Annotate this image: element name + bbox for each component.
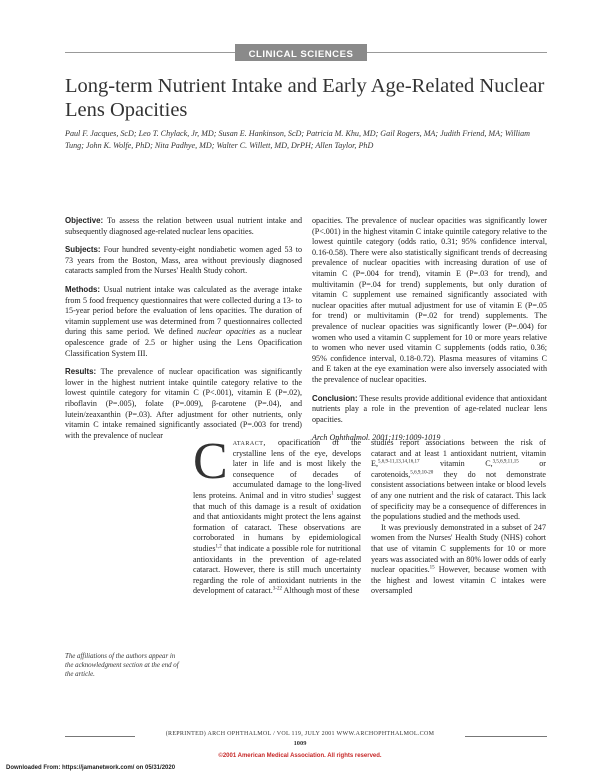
abstract-results	[65, 367, 302, 441]
subjects-text: Four hundred seventy-eight nondiabetic women aged 53 to 73 years from the Boston, Mass, area without previously diagnosed cataracts sampled from the Nurses' Health Study cohort.	[65, 245, 302, 276]
body-text: It was previously demonstrated in a subset of 247 women from the Nurses' Health Study (NHS) cohort that use of vitamin C supplements for 10 or more years was associated with an 80% lower odds of early nuclear opacities.	[371, 522, 546, 575]
reference-superscript: 15	[429, 565, 435, 571]
abstract-results-continued	[312, 216, 547, 386]
body-text: studies report associations between the risk of cataract and at least 1 antioxidant nutrient, vitamin E,	[371, 438, 546, 469]
reference-superscript: 1,2	[215, 544, 222, 550]
results-text-part1: The prevalence of nuclear opacification was significantly lower in the highest nutrient intake quintile category relative to the lowest quintile category for vitamin C (P<.001), vitamin E (P=.02), riboflavin (P=.005), folate (P=.009), β-carotene (P=.04), and lutein/zeaxanthin (P=.03). After adjustment for other nutrients, only vitamin C intake remained significantly associated (P=.003 for trend) with the prevalence of nuclear	[65, 367, 302, 440]
body-paragraph-1	[193, 433, 362, 597]
results-label: Results:	[65, 367, 97, 377]
subjects-label: Subjects:	[65, 245, 101, 255]
reference-superscript: 3,5,6,9,11,15	[492, 459, 519, 465]
body-text: or carotenoids,	[371, 459, 546, 479]
reference-superscript: 3-22	[272, 586, 282, 592]
results-text-part2: opacities. The prevalence of nuclear opacities was significantly lower (P<.001) in the highest vitamin C intake quintile category relative to the lowest quintile category (odds ratio, 0.31; 95% confidence interval, 0.16-0.58). There were also statistically significant trends of decreasing prevalence of nuclear opacities with increasing duration of use of vitamin C (P=.004 for trend), vitamin E (P=.03 for trend), and multivitamin (P=.04 for trend) supplements, but only duration of vitamin C supplement use remained significantly associated with nuclear opacities after mutual adjustment for use of vitamin E (P=.05 for trend) or multivitamin (P=.02 for trend) supplements. The prevalence of nuclear opacities was significantly lower (P=.004) for women who used a vitamin C supplement for 10 or more years relative to women who never used vitamin C supplements (odds ratio, 0.36; 95% confidence interval, 0.18-0.72). Plasma measures of vitamins C and E taken at the eye examination were also inversely associated with the prevalence of nuclear opacities.	[312, 216, 547, 384]
lead-in-smallcaps: ataract,	[232, 438, 266, 447]
body-text: that indicate a possible role for nutritional antioxidants in the prevention of age-related cataract. However, there is still much uncertainty regarding the role of antioxidant nutrients in the development of cataract.	[193, 543, 361, 596]
methods-text-end: as a nuclear opalescence grade of 2.5 or higher using the Lens Opacification Classification System III.	[65, 327, 302, 358]
footer-journal-line	[0, 731, 600, 737]
body-column-middle	[193, 433, 362, 597]
abstract-left-column	[65, 216, 302, 449]
page-number: 1009	[293, 740, 307, 747]
reference-superscript: 5,6,9-11,13,14,16,17	[377, 459, 420, 465]
download-notice: Downloaded From: https://jamanetwork.com/ on 05/31/2020	[6, 765, 176, 771]
author-list: Paul F. Jacques, ScD; Leo T. Chylack, Jr, MD; Susan E. Hankinson, ScD; Patricia M. Khu, MD; Gail Rogers, MA; Judith Friend, MA; William Tung; John K. Wolfe, PhD; Nita Padhye, MD; Walter C. Willett, MD, DrPH; Allen Taylor, PhD	[65, 129, 531, 150]
reference-superscript: 5,6,9,10-20	[410, 470, 434, 476]
abstract-objective	[65, 216, 302, 237]
conclusion-label: Conclusion:	[312, 393, 358, 403]
footer-journal-text: (REPRINTED) ARCH OPHTHALMOL / VOL 119, JULY 2001 WWW.ARCHOPHTHALMOL.COM	[163, 731, 438, 737]
body-column-right	[371, 438, 546, 597]
abstract-methods	[65, 285, 302, 359]
objective-label: Objective:	[65, 216, 104, 225]
body-text: opacification of the crystalline lens of the eye, develops later in life and is most likely the consequence of decades of accumulated damage to the long-lived lens proteins. Animal and in vitro studies	[193, 438, 361, 500]
article-title: Long-term Nutrient Intake and Early Age-Related Nuclear Lens Opacities	[65, 75, 545, 121]
section-label: CLINICAL SCIENCES	[248, 49, 354, 60]
journal-citation: Arch Ophthalmol. 2001;119:1009-1019	[312, 433, 441, 443]
section-header	[235, 44, 367, 61]
header-rule-left	[65, 52, 235, 53]
methods-text: Usual nutrient intake was calculated as the average intake from 5 food frequency questionnaires that were collected during a 13- to 15-year period before the evaluation of lens opacities. The duration of vitamin supplement use was determined from 7 questionnaires collected during this same period. We defined	[65, 284, 302, 337]
reference-superscript: 1	[331, 491, 334, 497]
body-text: they do not demonstrate consistent associations between intake or blood levels of any one nutrient and the risk of cataract. This lack of specificity may be a consequence of differences in the populations studied and the methods used.	[371, 469, 546, 522]
drop-cap: C	[193, 433, 228, 490]
header-rule-right	[367, 52, 547, 53]
abstract-subjects	[65, 245, 302, 277]
body-paragraph-continued	[371, 438, 546, 523]
methods-label: Methods:	[65, 284, 101, 294]
body-paragraph-2	[371, 523, 546, 597]
objective-text: To assess the relation between usual nutrient intake and subsequently diagnosed age-related nuclear lens opacities.	[65, 216, 302, 236]
abstract-conclusion	[312, 394, 547, 426]
methods-italic-term: nuclear opacities	[197, 327, 256, 337]
body-text: suggest that much of this damage is a result of oxidation and that antioxidants might protect the lens against formation of cataract. These observations are corroborated in humans by epidemiological studies	[193, 490, 362, 553]
author-affiliations-note: The affiliations of the authors appear in the acknowledgment section at the end of the article.	[65, 653, 179, 679]
body-text: vitamin C,	[419, 459, 493, 469]
conclusion-text: These results provide additional evidence that antioxidant nutrients play a role in the prevention of age-related nuclear lens opacities.	[312, 393, 547, 424]
body-text: Although most of these	[281, 586, 360, 596]
body-text: However, because women with the highest and lowest vitamin C intakes were oversampled	[371, 565, 546, 596]
copyright-notice: ©2001 American Medical Association. All rights reserved.	[218, 753, 382, 759]
abstract-right-column	[312, 216, 547, 452]
